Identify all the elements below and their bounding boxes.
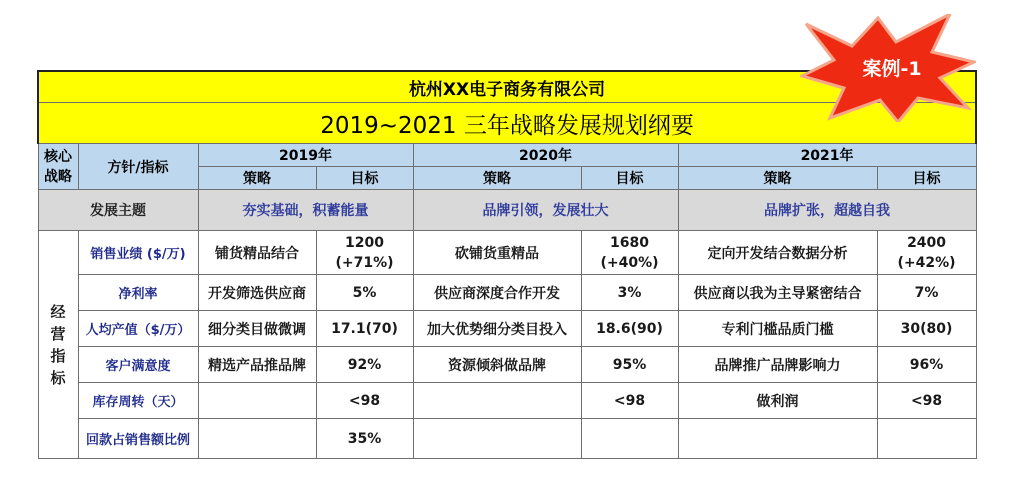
strategy-header-2020: 策略 (413, 167, 581, 190)
target-cell: <98 (316, 383, 413, 419)
strategy-cell: 细分类目做微调 (198, 311, 316, 347)
strategy-cell: 开发筛选供应商 (198, 275, 316, 311)
strategy-cell (198, 383, 316, 419)
strategy-cell: 加大优势细分类目投入 (413, 311, 581, 347)
target-header-2019: 目标 (316, 167, 413, 190)
target-cell (581, 231, 678, 275)
target-cell: 3% (581, 275, 678, 311)
strategy-cell: 铺货精品结合 (198, 231, 316, 275)
strategy-cell: 资源倾斜做品牌 (413, 347, 581, 383)
target-header-2020: 目标 (581, 167, 678, 190)
strategy-header-2019: 策略 (198, 167, 316, 190)
strategy-cell: 做利润 (678, 383, 877, 419)
target-cell: 95% (581, 347, 678, 383)
operating-metrics-label: 经营指标 (38, 231, 78, 459)
target-cell: 17.1(70) (316, 311, 413, 347)
strategy-cell: 精选产品推品牌 (198, 347, 316, 383)
theme-2019: 夯实基础，积蓄能量 (198, 190, 413, 231)
strategy-cell (413, 383, 581, 419)
target-cell (877, 231, 976, 275)
year-header-2020: 2020年 (413, 144, 678, 167)
target-cell: <98 (877, 383, 976, 419)
strategy-cell: 砍铺货重精品 (413, 231, 581, 275)
target-sub: (+40%) (600, 254, 659, 271)
target-cell: 18.6(90) (581, 311, 678, 347)
target-cell: <98 (581, 383, 678, 419)
theme-2021: 品牌扩张，超越自我 (678, 190, 976, 231)
strategy-header-2021: 策略 (678, 167, 877, 190)
policy-metric-header: 方针/指标 (78, 144, 198, 190)
target-cell: 7% (877, 275, 976, 311)
target-sub: (+42%) (897, 254, 956, 271)
year-header-2019: 2019年 (198, 144, 413, 167)
metric-inventory-turnover: 库存周转（天） (78, 383, 198, 419)
strategy-cell (198, 419, 316, 459)
strategy-cell (678, 419, 877, 459)
metric-customer-satisfaction: 客户满意度 (78, 347, 198, 383)
year-header-2021: 2021年 (678, 144, 976, 167)
strategy-cell: 专利门槛品质门槛 (678, 311, 877, 347)
plan-title: 2019~2021 三年战略发展规划纲要 (38, 103, 976, 144)
strategy-plan-table (37, 70, 977, 459)
target-cell: 5% (316, 275, 413, 311)
target-main: 2400 (907, 234, 947, 251)
core-strategy-header: 核心战略 (38, 144, 78, 190)
target-cell: 96% (877, 347, 976, 383)
strategy-cell (413, 419, 581, 459)
target-cell (877, 419, 976, 459)
development-theme-label: 发展主题 (38, 190, 198, 231)
theme-2020: 品牌引领，发展壮大 (413, 190, 678, 231)
metric-collection-ratio: 回款占销售额比例 (78, 419, 198, 459)
metric-net-margin: 净利率 (78, 275, 198, 311)
strategy-cell: 定向开发结合数据分析 (678, 231, 877, 275)
target-main: 1680 (610, 234, 649, 251)
target-cell (316, 231, 413, 275)
target-sub: (+71%) (335, 254, 394, 271)
metric-output-per-capita: 人均产值（$/万） (78, 311, 198, 347)
target-header-2021: 目标 (877, 167, 976, 190)
case-badge-label: 案例-1 (862, 58, 922, 80)
metric-sales: 销售业绩 ($/万) (78, 231, 198, 275)
target-cell (581, 419, 678, 459)
strategy-cell: 供应商以我为主导紧密结合 (678, 275, 877, 311)
target-main: 1200 (345, 234, 384, 251)
company-name: 杭州XX电子商务有限公司 (38, 71, 976, 103)
strategy-cell: 品牌推广品牌影响力 (678, 347, 877, 383)
target-cell: 92% (316, 347, 413, 383)
target-cell: 35% (316, 419, 413, 459)
strategy-cell: 供应商深度合作开发 (413, 275, 581, 311)
target-cell: 30(80) (877, 311, 976, 347)
